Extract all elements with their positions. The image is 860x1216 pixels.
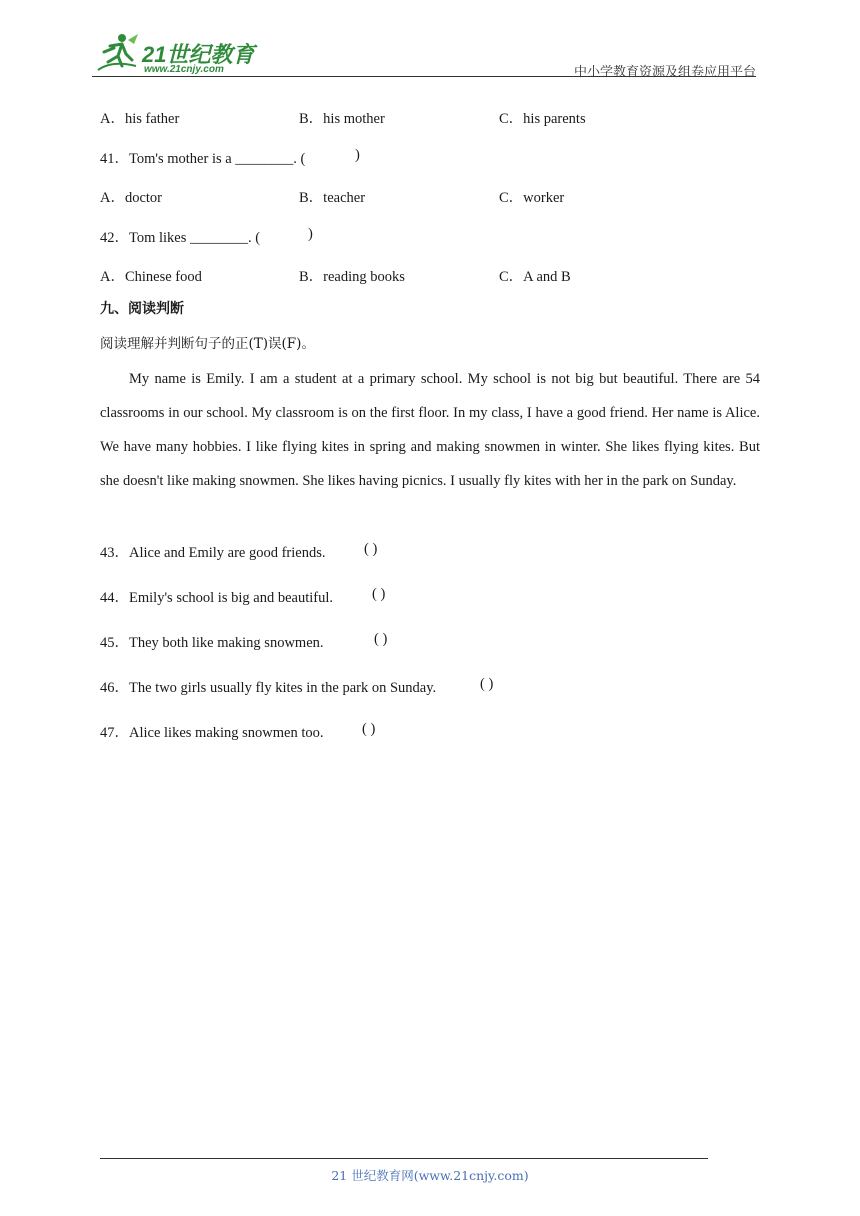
q40-option-a: A．his father (100, 111, 180, 127)
tf-question-46: 46．The two girls usually fly kites in the park on Sunday. (100, 680, 437, 696)
q42-close-paren: ) (308, 226, 313, 242)
q42-option-a: A．Chinese food (100, 269, 202, 285)
section-instruction: 阅读理解并判断句子的正(T)误(F)。 (100, 336, 315, 352)
tf-answer-46[interactable]: ( ) (480, 676, 494, 692)
reading-passage: My name is Emily. I am a student at a primary school. My school is not big but beautiful. There are 54 classrooms in our school. My classroom is on the first floor. In my class, I have a good friend. Her name is Alice. We have many hobbies. I like flying kites in spring and making snowmen in winter. She likes flying kites. But she doesn't like making snowmen. She likes having picnics. I usually fly kites with her in the park on Sunday. (100, 371, 760, 489)
header-platform-name: 中小学教育资源及组卷应用平台 (573, 65, 756, 80)
q40-option-c: C．his parents (499, 111, 586, 127)
tf-answer-47[interactable]: ( ) (362, 721, 376, 737)
q40-option-b: B．his mother (299, 111, 385, 127)
page-header (92, 30, 756, 78)
tf-question-47: 47．Alice likes making snowmen too. (100, 725, 324, 741)
tf-answer-44[interactable]: ( ) (372, 586, 386, 602)
tf-question-44: 44．Emily's school is big and beautiful. (100, 590, 333, 606)
q41-stem: 41．Tom's mother is a ________. ( (100, 151, 306, 167)
logo-text: 21世纪教育 (142, 42, 255, 67)
logo-url: www.21cnjy.com (144, 64, 224, 75)
q42-option-b: B．reading books (299, 269, 405, 285)
tf-answer-45[interactable]: ( ) (374, 631, 388, 647)
q42-option-c: C．A and B (499, 269, 571, 285)
q42-stem: 42．Tom likes ________. ( (100, 230, 261, 246)
running-man-icon (92, 30, 144, 76)
q41-close-paren: ) (355, 147, 360, 163)
q41-option-c: C．worker (499, 190, 565, 206)
header-divider (92, 76, 756, 77)
q41-option-a: A．doctor (100, 190, 163, 206)
tf-question-43: 43．Alice and Emily are good friends. (100, 545, 326, 561)
footer-text[interactable]: 21 世纪教育网(www.21cnjy.com) (331, 1168, 529, 1183)
tf-question-45: 45．They both like making snowmen. (100, 635, 324, 651)
q41-option-b: B．teacher (299, 190, 366, 206)
site-logo (92, 30, 262, 78)
section-title: 九、阅读判断 (100, 301, 184, 317)
tf-answer-43[interactable]: ( ) (364, 541, 378, 557)
footer-divider (100, 1158, 708, 1159)
